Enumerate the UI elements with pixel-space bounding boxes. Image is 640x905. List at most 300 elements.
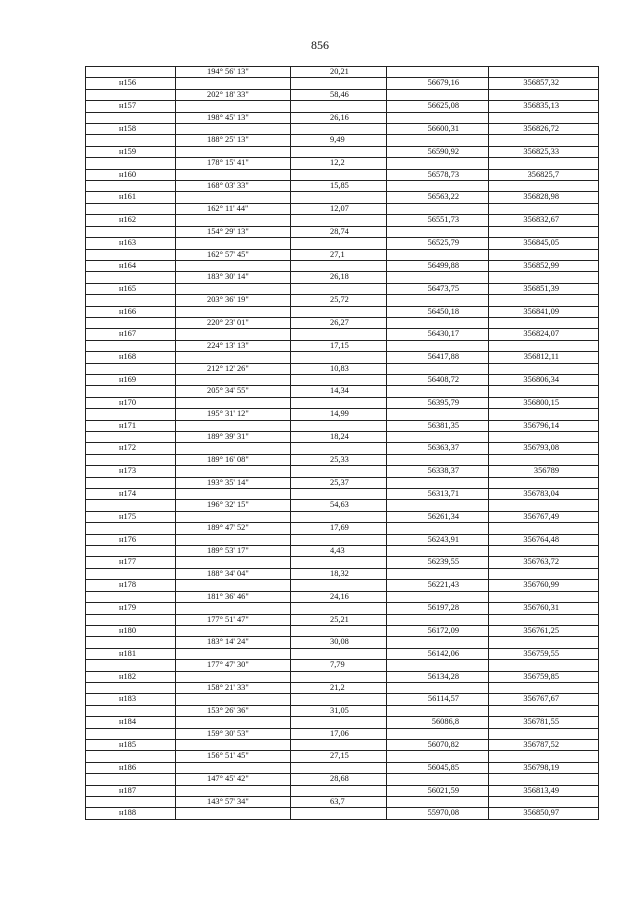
coordinate-x: 56381,35 (387, 420, 489, 431)
empty-cell (489, 340, 599, 351)
empty-cell (86, 386, 176, 397)
segment-row (86, 774, 599, 785)
coordinate-x: 56417,88 (387, 352, 489, 363)
segment-row (86, 637, 599, 648)
empty-cell (86, 705, 176, 716)
empty-cell (387, 409, 489, 420)
point-name: н187 (86, 785, 176, 796)
direction-angle: 168° 03' 33" (176, 181, 291, 192)
empty-cell (291, 283, 387, 294)
segment-row (86, 477, 599, 488)
empty-cell (489, 797, 599, 808)
coordinate-x: 56408,72 (387, 374, 489, 385)
point-row (86, 603, 599, 614)
empty-cell (86, 477, 176, 488)
empty-cell (86, 317, 176, 328)
empty-cell (387, 135, 489, 146)
empty-cell (387, 158, 489, 169)
empty-cell (86, 751, 176, 762)
segment-row (86, 340, 599, 351)
point-name: н168 (86, 352, 176, 363)
empty-cell (86, 203, 176, 214)
segment-row (86, 591, 599, 602)
direction-angle: 183° 30' 14" (176, 272, 291, 283)
empty-cell (291, 215, 387, 226)
coordinate-y: 356850,97 (489, 808, 599, 819)
coordinate-y: 356826,72 (489, 124, 599, 135)
empty-cell (387, 728, 489, 739)
empty-cell (86, 89, 176, 100)
empty-cell (86, 591, 176, 602)
point-name: н163 (86, 238, 176, 249)
coordinate-y: 356851,39 (489, 283, 599, 294)
empty-cell (86, 660, 176, 671)
coordinate-x: 56197,28 (387, 603, 489, 614)
coordinate-x: 56243,91 (387, 534, 489, 545)
point-row (86, 101, 599, 112)
segment-length: 10,83 (291, 363, 387, 374)
segment-row (86, 226, 599, 237)
point-name: н179 (86, 603, 176, 614)
empty-cell (291, 443, 387, 454)
empty-cell (176, 215, 291, 226)
segment-length: 58,46 (291, 89, 387, 100)
segment-row (86, 135, 599, 146)
segment-length: 26,27 (291, 317, 387, 328)
empty-cell (176, 443, 291, 454)
point-name: н173 (86, 466, 176, 477)
point-row (86, 374, 599, 385)
empty-cell (291, 625, 387, 636)
empty-cell (176, 374, 291, 385)
point-row (86, 511, 599, 522)
point-row (86, 694, 599, 705)
empty-cell (489, 409, 599, 420)
point-name: н169 (86, 374, 176, 385)
empty-cell (489, 591, 599, 602)
empty-cell (387, 249, 489, 260)
segment-row (86, 272, 599, 283)
coordinate-x: 56590,92 (387, 146, 489, 157)
coordinates-table-body (86, 67, 599, 820)
empty-cell (489, 432, 599, 443)
coordinate-y: 356767,49 (489, 511, 599, 522)
point-row (86, 169, 599, 180)
coordinate-x: 56221,43 (387, 580, 489, 591)
coordinate-x: 56021,59 (387, 785, 489, 796)
segment-length: 4,43 (291, 546, 387, 557)
point-row (86, 534, 599, 545)
coordinate-x: 56679,16 (387, 78, 489, 89)
direction-angle: 177° 51' 47" (176, 614, 291, 625)
coordinate-y: 356852,99 (489, 260, 599, 271)
segment-length: 21,2 (291, 682, 387, 693)
direction-angle: 156° 51' 45" (176, 751, 291, 762)
empty-cell (86, 409, 176, 420)
empty-cell (489, 363, 599, 374)
segment-length: 20,21 (291, 67, 387, 78)
empty-cell (86, 500, 176, 511)
empty-cell (489, 477, 599, 488)
direction-angle: 196° 32' 15" (176, 500, 291, 511)
empty-cell (387, 774, 489, 785)
coordinate-y: 356759,55 (489, 648, 599, 659)
empty-cell (86, 546, 176, 557)
coordinate-x: 56261,34 (387, 511, 489, 522)
empty-cell (387, 89, 489, 100)
direction-angle: 153° 26' 36" (176, 705, 291, 716)
segment-length: 26,16 (291, 112, 387, 123)
point-row (86, 785, 599, 796)
empty-cell (86, 682, 176, 693)
coordinate-x: 56551,73 (387, 215, 489, 226)
empty-cell (489, 500, 599, 511)
empty-cell (176, 306, 291, 317)
point-name: н164 (86, 260, 176, 271)
point-name: н166 (86, 306, 176, 317)
point-name: н174 (86, 489, 176, 500)
empty-cell (176, 169, 291, 180)
segment-row (86, 614, 599, 625)
empty-cell (387, 112, 489, 123)
coordinates-table (85, 66, 599, 820)
empty-cell (387, 682, 489, 693)
segment-length: 27,15 (291, 751, 387, 762)
point-name: н158 (86, 124, 176, 135)
segment-row (86, 249, 599, 260)
segment-length: 54,63 (291, 500, 387, 511)
segment-row (86, 728, 599, 739)
empty-cell (291, 557, 387, 568)
empty-cell (176, 808, 291, 819)
empty-cell (176, 466, 291, 477)
coordinate-x: 56045,85 (387, 762, 489, 773)
empty-cell (387, 67, 489, 78)
empty-cell (176, 260, 291, 271)
empty-cell (489, 67, 599, 78)
segment-row (86, 546, 599, 557)
empty-cell (176, 397, 291, 408)
point-name: н167 (86, 329, 176, 340)
direction-angle: 189° 16' 08" (176, 454, 291, 465)
coordinate-x: 56114,57 (387, 694, 489, 705)
direction-angle: 189° 47' 52" (176, 523, 291, 534)
coordinate-x: 56625,08 (387, 101, 489, 112)
point-name: н182 (86, 671, 176, 682)
segment-length: 18,32 (291, 568, 387, 579)
point-name: н178 (86, 580, 176, 591)
empty-cell (489, 660, 599, 671)
segment-row (86, 568, 599, 579)
point-name: н176 (86, 534, 176, 545)
empty-cell (387, 614, 489, 625)
empty-cell (291, 124, 387, 135)
coordinate-x: 56338,37 (387, 466, 489, 477)
empty-cell (387, 295, 489, 306)
direction-angle: 193° 35' 14" (176, 477, 291, 488)
point-name: н180 (86, 625, 176, 636)
empty-cell (291, 717, 387, 728)
empty-cell (489, 181, 599, 192)
empty-cell (387, 477, 489, 488)
point-name: н157 (86, 101, 176, 112)
empty-cell (387, 637, 489, 648)
segment-length: 17,69 (291, 523, 387, 534)
empty-cell (291, 374, 387, 385)
point-name: н181 (86, 648, 176, 659)
empty-cell (86, 249, 176, 260)
coordinate-y: 356760,31 (489, 603, 599, 614)
segment-length: 28,68 (291, 774, 387, 785)
point-row (86, 78, 599, 89)
empty-cell (387, 203, 489, 214)
empty-cell (387, 272, 489, 283)
segment-length: 28,74 (291, 226, 387, 237)
empty-cell (387, 340, 489, 351)
empty-cell (387, 432, 489, 443)
direction-angle: 195° 31' 12" (176, 409, 291, 420)
point-row (86, 739, 599, 750)
empty-cell (489, 249, 599, 260)
segment-row (86, 67, 599, 78)
segment-row (86, 158, 599, 169)
empty-cell (86, 181, 176, 192)
empty-cell (291, 78, 387, 89)
empty-cell (86, 614, 176, 625)
point-name: н159 (86, 146, 176, 157)
segment-row (86, 523, 599, 534)
coordinate-y: 356835,13 (489, 101, 599, 112)
point-row (86, 238, 599, 249)
direction-angle: 159° 30' 53" (176, 728, 291, 739)
segment-length: 24,16 (291, 591, 387, 602)
coordinate-y: 356767,67 (489, 694, 599, 705)
empty-cell (291, 739, 387, 750)
empty-cell (291, 694, 387, 705)
point-row (86, 352, 599, 363)
coordinate-y: 356832,67 (489, 215, 599, 226)
coordinate-x: 56142,06 (387, 648, 489, 659)
direction-angle: 224° 13' 13" (176, 340, 291, 351)
point-name: н175 (86, 511, 176, 522)
coordinate-y: 356800,15 (489, 397, 599, 408)
point-name: н188 (86, 808, 176, 819)
empty-cell (291, 603, 387, 614)
empty-cell (291, 466, 387, 477)
coordinate-y: 356783,04 (489, 489, 599, 500)
point-row (86, 124, 599, 135)
coordinate-x: 56578,73 (387, 169, 489, 180)
empty-cell (489, 203, 599, 214)
direction-angle: 205° 34' 55" (176, 386, 291, 397)
coordinate-y: 356824,07 (489, 329, 599, 340)
empty-cell (176, 534, 291, 545)
direction-angle: 162° 57' 45" (176, 249, 291, 260)
direction-angle: 183° 14' 24" (176, 637, 291, 648)
empty-cell (489, 614, 599, 625)
empty-cell (489, 774, 599, 785)
coordinate-x: 56070,82 (387, 739, 489, 750)
point-row (86, 557, 599, 568)
direction-angle: 189° 39' 31" (176, 432, 291, 443)
empty-cell (176, 694, 291, 705)
empty-cell (387, 363, 489, 374)
direction-angle: 177° 47' 30" (176, 660, 291, 671)
segment-row (86, 363, 599, 374)
empty-cell (291, 306, 387, 317)
coordinate-y: 356759,85 (489, 671, 599, 682)
coordinate-x: 56450,18 (387, 306, 489, 317)
point-row (86, 306, 599, 317)
segment-length: 12,07 (291, 203, 387, 214)
point-name: н171 (86, 420, 176, 431)
coordinate-y: 356761,25 (489, 625, 599, 636)
empty-cell (291, 192, 387, 203)
point-row (86, 329, 599, 340)
direction-angle: 188° 34' 04" (176, 568, 291, 579)
coordinate-y: 356812,11 (489, 352, 599, 363)
point-row (86, 762, 599, 773)
empty-cell (387, 226, 489, 237)
point-row (86, 671, 599, 682)
empty-cell (291, 671, 387, 682)
empty-cell (86, 728, 176, 739)
empty-cell (489, 682, 599, 693)
point-row (86, 808, 599, 819)
empty-cell (489, 295, 599, 306)
segment-row (86, 112, 599, 123)
point-name: н183 (86, 694, 176, 705)
empty-cell (86, 363, 176, 374)
point-row (86, 283, 599, 294)
empty-cell (176, 762, 291, 773)
segment-length: 25,33 (291, 454, 387, 465)
empty-cell (489, 112, 599, 123)
empty-cell (176, 192, 291, 203)
segment-row (86, 797, 599, 808)
point-row (86, 146, 599, 157)
direction-angle: 178° 15' 41" (176, 158, 291, 169)
coordinate-y: 356841,09 (489, 306, 599, 317)
segment-length: 17,15 (291, 340, 387, 351)
point-name: н185 (86, 739, 176, 750)
point-row (86, 580, 599, 591)
empty-cell (86, 158, 176, 169)
coordinate-x: 56563,22 (387, 192, 489, 203)
empty-cell (176, 580, 291, 591)
segment-length: 31,05 (291, 705, 387, 716)
point-name: н161 (86, 192, 176, 203)
coordinate-y: 356857,32 (489, 78, 599, 89)
point-row (86, 215, 599, 226)
empty-cell (387, 523, 489, 534)
direction-angle: 188° 25' 13" (176, 135, 291, 146)
segment-row (86, 89, 599, 100)
direction-angle: 212° 12' 26" (176, 363, 291, 374)
point-name: н172 (86, 443, 176, 454)
coordinate-x: 56473,75 (387, 283, 489, 294)
point-name: н162 (86, 215, 176, 226)
coordinate-y: 356798,19 (489, 762, 599, 773)
point-name: н160 (86, 169, 176, 180)
segment-length: 26,18 (291, 272, 387, 283)
empty-cell (291, 534, 387, 545)
empty-cell (489, 89, 599, 100)
coordinate-x: 56086,8 (387, 717, 489, 728)
page-number: 856 (311, 38, 329, 52)
empty-cell (86, 340, 176, 351)
coordinate-y: 356825,7 (489, 169, 599, 180)
segment-length: 27,1 (291, 249, 387, 260)
empty-cell (387, 386, 489, 397)
empty-cell (176, 671, 291, 682)
coordinate-y: 356763,72 (489, 557, 599, 568)
empty-cell (489, 568, 599, 579)
empty-cell (387, 751, 489, 762)
empty-cell (291, 397, 387, 408)
empty-cell (176, 557, 291, 568)
segment-row (86, 454, 599, 465)
segment-row (86, 295, 599, 306)
coordinate-y: 356828,98 (489, 192, 599, 203)
segment-row (86, 409, 599, 420)
segment-length: 12,2 (291, 158, 387, 169)
segment-length: 14,99 (291, 409, 387, 420)
empty-cell (176, 785, 291, 796)
empty-cell (176, 420, 291, 431)
coordinate-y: 356764,48 (489, 534, 599, 545)
empty-cell (291, 785, 387, 796)
coordinate-y: 356806,34 (489, 374, 599, 385)
point-name: н170 (86, 397, 176, 408)
segment-length: 30,08 (291, 637, 387, 648)
direction-angle: 203° 36' 19" (176, 295, 291, 306)
empty-cell (291, 762, 387, 773)
empty-cell (176, 78, 291, 89)
segment-length: 15,85 (291, 181, 387, 192)
empty-cell (387, 660, 489, 671)
empty-cell (291, 489, 387, 500)
empty-cell (86, 797, 176, 808)
empty-cell (291, 101, 387, 112)
coordinate-x: 56239,55 (387, 557, 489, 568)
segment-length: 25,21 (291, 614, 387, 625)
empty-cell (489, 728, 599, 739)
empty-cell (176, 603, 291, 614)
coordinate-x: 55970,08 (387, 808, 489, 819)
empty-cell (176, 489, 291, 500)
empty-cell (387, 797, 489, 808)
coordinate-x: 56600,31 (387, 124, 489, 135)
empty-cell (86, 568, 176, 579)
direction-angle: 158° 21' 33" (176, 682, 291, 693)
point-row (86, 420, 599, 431)
coordinate-x: 56525,79 (387, 238, 489, 249)
coordinate-y: 356781,55 (489, 717, 599, 728)
empty-cell (291, 146, 387, 157)
empty-cell (176, 101, 291, 112)
direction-angle: 181° 36' 46" (176, 591, 291, 602)
point-name: н186 (86, 762, 176, 773)
empty-cell (176, 329, 291, 340)
empty-cell (291, 648, 387, 659)
point-row (86, 397, 599, 408)
coordinate-y: 356813,49 (489, 785, 599, 796)
empty-cell (387, 546, 489, 557)
direction-angle: 189° 53' 17" (176, 546, 291, 557)
empty-cell (86, 226, 176, 237)
segment-length: 9,49 (291, 135, 387, 146)
